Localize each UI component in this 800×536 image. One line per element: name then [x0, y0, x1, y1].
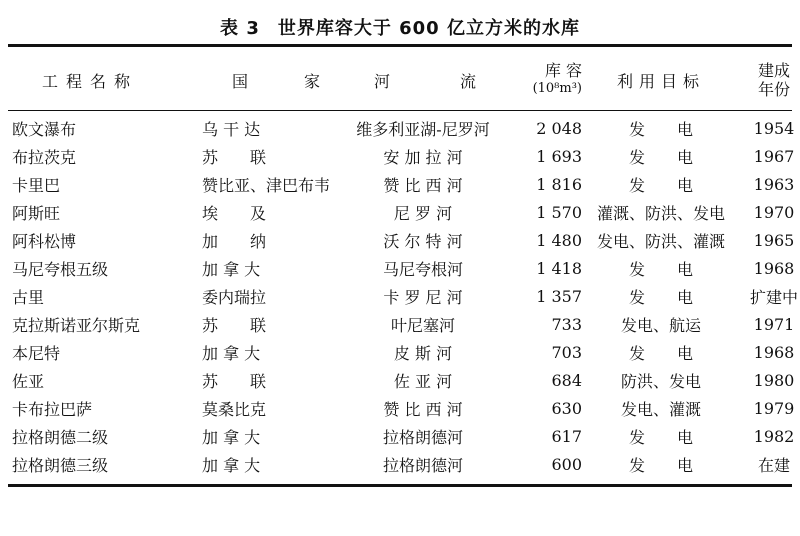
cell-year: 1965: [753, 230, 795, 250]
cell-capacity: 1 480: [536, 230, 582, 250]
cell-year: 在建: [757, 455, 790, 475]
cell-river: 安 加 拉 河: [383, 147, 463, 167]
cell-year: 1980: [753, 370, 795, 390]
cell-capacity: 630: [551, 398, 582, 418]
header-river: 河流: [374, 71, 547, 91]
table-number: 表 3: [220, 18, 260, 39]
cell-country: 乌 干 达: [202, 119, 261, 139]
cell-name: 古里: [12, 287, 45, 307]
bottom-rule: [8, 484, 792, 487]
cell-capacity: 1 418: [536, 258, 582, 278]
cell-year: 1968: [753, 258, 795, 278]
table-title: 世界库容大于 600 亿立方米的水库: [277, 18, 580, 39]
cell-river: 维多利亚湖-尼罗河: [356, 119, 490, 139]
cell-river: 皮 斯 河: [393, 343, 453, 363]
cell-year: 1963: [753, 174, 795, 194]
reservoir-table: [8, 114, 800, 478]
cell-purpose: 发 电: [628, 119, 693, 139]
cell-name: 拉格朗德三级: [12, 455, 109, 475]
cell-capacity: 733: [551, 314, 582, 334]
cell-river: 拉格朗德河: [382, 455, 463, 475]
table-row: [8, 282, 800, 310]
cell-capacity: 2 048: [536, 118, 582, 138]
cell-name: 阿斯旺: [12, 203, 61, 223]
cell-river: 沃 尔 特 河: [383, 231, 463, 251]
cell-name: 马尼夸根五级: [12, 259, 109, 279]
cell-country: 埃 及: [202, 203, 267, 223]
cell-purpose: 发 电: [628, 427, 693, 447]
cell-capacity: 1 357: [536, 286, 582, 306]
cell-purpose: 发电、航运: [620, 315, 701, 335]
cell-country: 委内瑞拉: [202, 287, 267, 307]
cell-capacity: 684: [551, 370, 582, 390]
cell-purpose: 发电、防洪、灌溉: [596, 231, 725, 251]
cell-year: 1968: [753, 342, 795, 362]
cell-name: 布拉茨克: [12, 147, 77, 167]
cell-year: 1982: [753, 426, 795, 446]
cell-capacity: 703: [551, 342, 582, 362]
cell-name: 欧文瀑布: [12, 119, 77, 139]
table-caption: [0, 14, 800, 40]
cell-purpose: 防洪、发电: [620, 371, 701, 391]
cell-country: 苏 联: [202, 147, 267, 167]
cell-name: 佐亚: [12, 371, 45, 391]
header-purpose: 利用目标: [616, 71, 705, 91]
cell-name: 拉格朗德二级: [12, 427, 109, 447]
cell-name: 阿科松博: [12, 231, 77, 251]
table-row: [8, 226, 800, 254]
table-row: [8, 394, 800, 422]
cell-year: 扩建中: [749, 287, 798, 307]
table-row: [8, 198, 800, 226]
cell-country: 加 拿 大: [202, 427, 261, 447]
top-rule: [8, 44, 792, 47]
cell-river: 赞 比 西 河: [383, 399, 463, 419]
cell-year: 1954: [753, 118, 795, 138]
cell-country: 苏 联: [202, 371, 267, 391]
header-country: 国家: [232, 71, 377, 91]
cell-purpose: 发 电: [628, 455, 693, 475]
table-row: [8, 114, 800, 142]
table-row: [8, 422, 800, 450]
table-row: [8, 170, 800, 198]
cell-year: 1970: [753, 202, 795, 222]
table-row: [8, 254, 800, 282]
table-row: [8, 450, 800, 478]
cell-country: 莫桑比克: [202, 399, 267, 419]
cell-capacity: 1 570: [536, 202, 582, 222]
cell-river: 叶尼塞河: [390, 315, 455, 335]
cell-river: 赞 比 西 河: [383, 175, 463, 195]
cell-purpose: 发 电: [628, 343, 693, 363]
table-row: [8, 142, 800, 170]
cell-year: 1979: [753, 398, 795, 418]
cell-year: 1971: [753, 314, 795, 334]
cell-purpose: 发 电: [628, 287, 693, 307]
cell-purpose: 发 电: [628, 147, 693, 167]
cell-capacity: 1 693: [536, 146, 582, 166]
cell-capacity: 600: [551, 454, 582, 474]
cell-country: 赞比亚、津巴布韦: [202, 175, 331, 195]
cell-country: 苏 联: [202, 315, 267, 335]
cell-river: 马尼夸根河: [382, 259, 463, 279]
table-header: [8, 52, 800, 108]
cell-name: 卡里巴: [12, 175, 61, 195]
cell-country: 加 拿 大: [202, 343, 261, 363]
header-name: 工程名称: [42, 71, 139, 91]
cell-country: 加 拿 大: [202, 455, 261, 475]
cell-purpose: 发 电: [628, 259, 693, 279]
cell-capacity: 1 816: [536, 174, 582, 194]
cell-river: 佐 亚 河: [393, 371, 453, 391]
header-rule: [8, 110, 792, 111]
table-row: [8, 310, 800, 338]
cell-name: 卡布拉巴萨: [12, 399, 93, 419]
table-row: [8, 366, 800, 394]
table-row: [8, 338, 800, 366]
cell-purpose: 发 电: [628, 175, 693, 195]
cell-river: 尼 罗 河: [393, 203, 453, 223]
cell-river: 卡 罗 尼 河: [383, 287, 463, 307]
header-capacity: 库 容 (10⁸m³): [532, 61, 582, 96]
cell-name: 本尼特: [12, 343, 61, 363]
cell-purpose: 发电、灌溉: [620, 399, 701, 419]
cell-purpose: 灌溉、防洪、发电: [596, 203, 725, 223]
cell-river: 拉格朗德河: [382, 427, 463, 447]
header-year: 建成 年份: [757, 61, 790, 99]
cell-name: 克拉斯诺亚尔斯克: [12, 315, 141, 335]
cell-year: 1967: [753, 146, 795, 166]
cell-country: 加 纳: [202, 231, 267, 251]
cell-country: 加 拿 大: [202, 259, 261, 279]
cell-capacity: 617: [551, 426, 582, 446]
